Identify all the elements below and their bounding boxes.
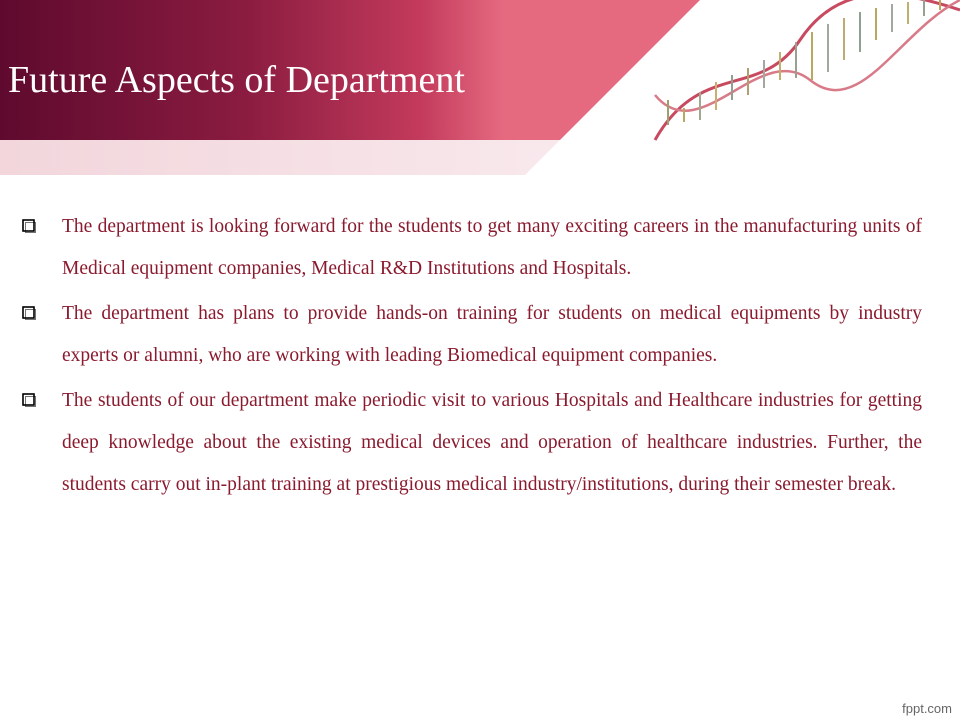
bullet-item <box>22 380 922 506</box>
dna-helix-icon <box>655 0 960 140</box>
checkbox-square-icon <box>22 306 36 320</box>
watermark: fppt.com <box>902 701 952 716</box>
bullet-text: The department is looking forward for the students to get many exciting careers in the manufacturing units of Medical equipment companies, Medical R&D Institutions and Hospitals. <box>62 216 922 279</box>
bullet-text: The students of our department make periodic visit to various Hospitals and Healthcare industries for getting deep knowledge about the existing medical devices and operation of healthcare industries. Further, the students carry out in-plant training at prestigious medical industry/institutions, during their semester break. <box>62 390 922 495</box>
checkbox-square-icon <box>22 219 36 233</box>
bullet-text: The department has plans to provide hands-on training for students on medical equipments by industry experts or alumni, who are working with leading Biomedical equipment companies. <box>62 303 922 366</box>
banner-stripe <box>0 140 560 175</box>
slide-title: Future Aspects of Department <box>8 59 465 101</box>
bullet-item <box>22 293 922 377</box>
checkbox-square-icon <box>22 393 36 407</box>
bullet-list <box>22 206 922 509</box>
header-banner <box>0 0 960 175</box>
bullet-item <box>22 206 922 290</box>
